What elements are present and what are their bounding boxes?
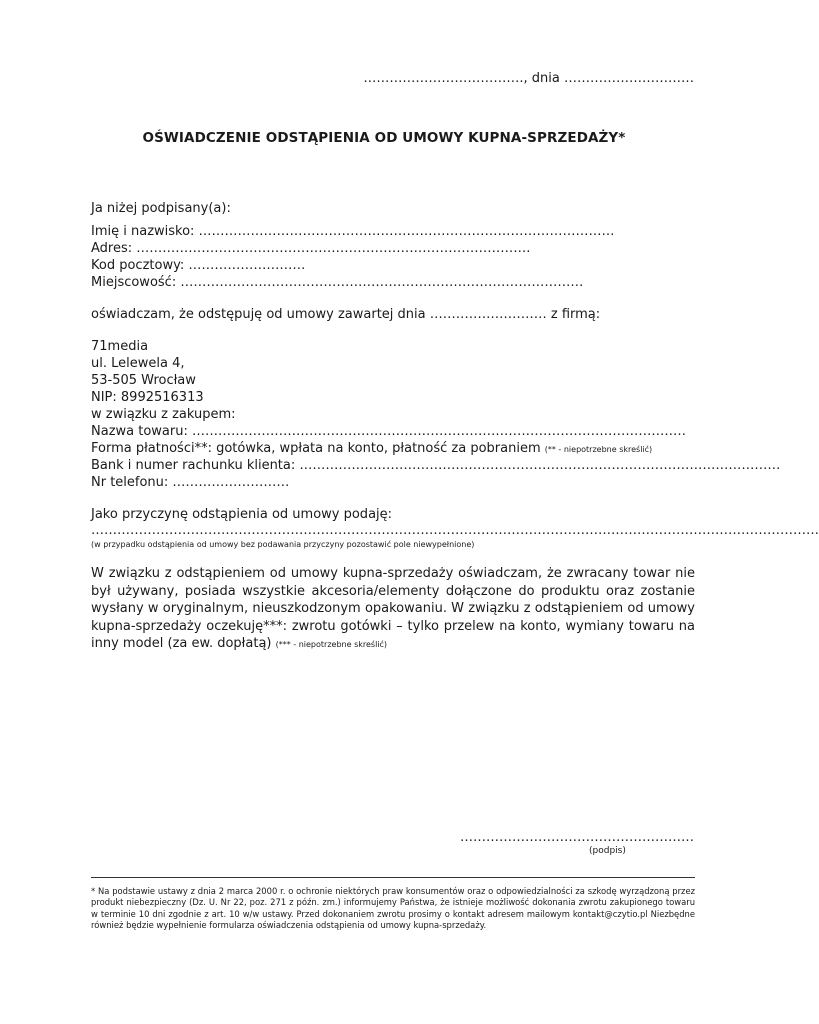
company-street: ul. Lelewela 4, (91, 356, 185, 371)
company-nip: NIP: 8992516313 (91, 390, 204, 405)
footnote-divider (91, 877, 695, 878)
signer-postal-code-field: Kod pocztowy: ……………………… (91, 258, 306, 273)
product-name-field: Nazwa towaru: …………………………………………………………………………………………………… (91, 424, 686, 439)
return-statement-text: W związku z odstąpieniem od umowy kupna-sprzedaży oświadczam, że zwracany towar nie był używany, posiada wszystkie akcesoria/elementy dołączone do produktu oraz zostanie wysłany w oryginalnym, nieuszkodzonym opakowaniu. W związku z odstąpieniem od umowy kupna-sprzedaży oczekuję***: zwrotu gotówki – tylko przelew na konto, wymiany towaru na inny model (za ew. dopłatą) (91, 566, 695, 652)
payment-method-note: (** - niepotrzebne skreślić) (544, 445, 653, 454)
return-statement (91, 565, 695, 654)
place-date-line: ………………………………., dnia ………………………… (363, 71, 694, 86)
signature-line: ……………………………………………… (460, 830, 694, 845)
declaration-line: oświadczam, że odstępuję od umowy zawartej dnia ……………………… z firmą: (91, 307, 601, 322)
reason-label: Jako przyczynę odstąpienia od umowy podaję: (91, 507, 393, 522)
purchase-intro: w związku z zakupem: (91, 407, 236, 422)
company-city: 53-505 Wrocław (91, 373, 196, 388)
reason-note: (w przypadku odstąpienia od umowy bez podawania przyczyny pozostawić pole niewypełnione) (91, 540, 475, 549)
signer-address-field: Adres: ………………………………………………………………………………. (91, 241, 531, 256)
signature-label: (podpis) (589, 846, 626, 856)
signer-city-field: Miejscowość: ………………………………………………………………………………… (91, 275, 584, 290)
bank-account-field: Bank i numer rachunku klienta: ………………………………………………………………………………………………… (91, 458, 781, 473)
company-name: 71media (91, 339, 149, 354)
signer-intro: Ja niżej podpisany(a): (91, 201, 231, 216)
signer-name-field: Imię i nazwisko: …………………………………………………………………………………… (91, 224, 615, 239)
footnote-text: * Na podstawie ustawy z dnia 2 marca 2000 r. o ochronie niektórych praw konsumentów oraz o odpowiedzialności za szkodę wyrządzoną przez produkt niebezpieczny (Dz. U. Nr 22, poz. 271 z późn. zm.) informujemy Państwa, że istnieje możliwość dokonania zwrotu zakupionego towaru w terminie 10 dni zgodnie z art. 10 w/w ustawy. Przed dokonaniem zwrotu prosimy o kontakt adresem mailowym kontakt@czytio.pl Niezbędne również będzie wypełnienie formularza oświadczenia odstąpienia od umowy kupna-sprzedaży. (91, 886, 695, 931)
payment-method-text: Forma płatności**: gotówka, wpłata na konto, płatność za pobraniem (91, 441, 541, 456)
document-title: OŚWIADCZENIE ODSTĄPIENIA OD UMOWY KUPNA-SPRZEDAŻY* (142, 130, 626, 146)
phone-field: Nr telefonu: ……………………… (91, 475, 290, 490)
return-statement-note: (*** - niepotrzebne skreślić) (275, 640, 388, 650)
payment-method-line (91, 440, 652, 458)
reason-field: …………………………………………………………………………………………………………………………………………………… (91, 523, 819, 538)
